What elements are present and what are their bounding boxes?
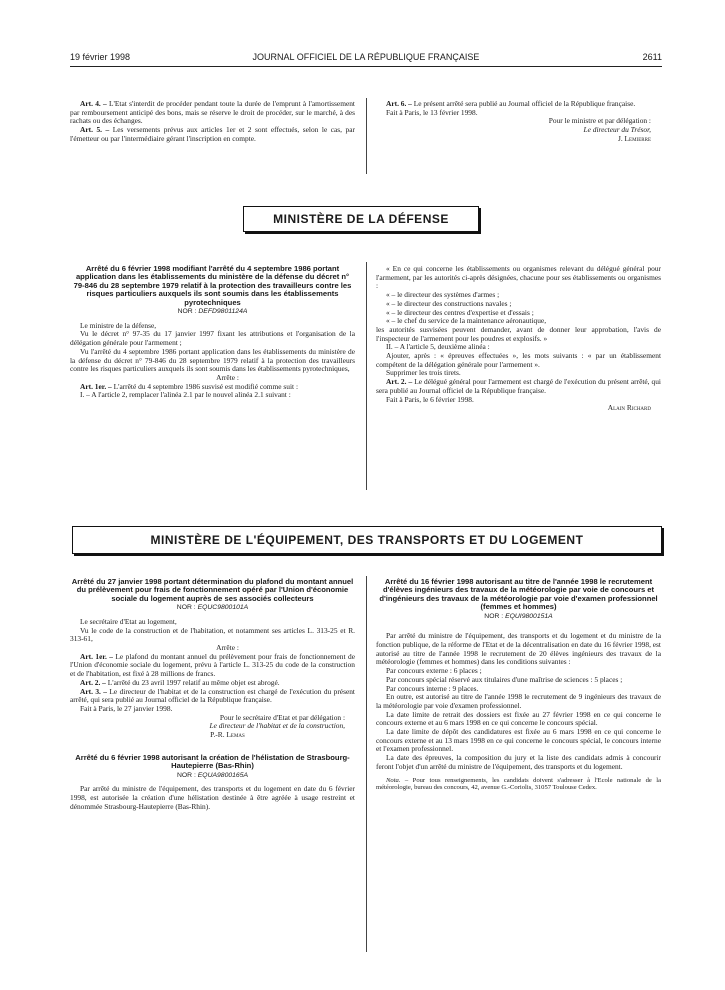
signature-date: Fait à Paris, le 27 janvier 1998. — [80, 703, 173, 713]
equipement-left-column — [70, 578, 355, 811]
list-item: « – le chef du service de la maintenance aéronautique, — [386, 316, 547, 326]
article-5: Art. 5. – Les versements prévus aux articles 1er et 2 sont effectués, selon le cas, par l'émetteur ou par l'intermédiaire gérant l'inscription en compte. — [70, 125, 355, 143]
article-2: Art. 2. – Le délégué général pour l'armement est chargé de l'exécution du présent arrêté, qui sera publié au Journal officiel de la République française. — [376, 377, 661, 395]
signature-date: Fait à Paris, le 13 février 1998. — [386, 107, 478, 117]
paragraph: Par concours interne : 9 places. — [386, 683, 479, 693]
signature-delegation: Pour le ministre et par délégation : — [548, 116, 651, 126]
paragraph: Le ministre de la défense, — [80, 320, 157, 330]
paragraph: les autorités susvisées peuvent demander, avant de donner leur approbation, l'avis de l'inspecteur de l'armement pour les poudres et explosifs. » — [376, 324, 661, 343]
list-item: « – le directeur des systèmes d'armes ; — [386, 290, 500, 300]
signature-name: J. Lemierre — [617, 133, 651, 143]
paragraph: Vu le code de la construction et de l'habitation, et notamment ses articles L. 313-25 et R. 313-61, — [70, 625, 355, 644]
header-rule — [70, 66, 662, 67]
signature-name: Alain Richard — [607, 403, 651, 413]
signature-name: P.-R. Lemas — [210, 730, 245, 740]
nor-reference: NOR : EQUI9800151A — [484, 612, 553, 620]
paragraph: Vu le décret n° 97-35 du 17 janvier 1997 fixant les attributions et l'organisation de la délégation générale pour l'armement ; — [70, 329, 355, 348]
arrete-heading: Arrête : — [216, 372, 239, 382]
signature-role: Le directeur de l'habitat et de la construction, — [209, 721, 345, 731]
column-divider — [366, 98, 367, 174]
nor-reference: NOR : EQUC9800101A — [176, 604, 249, 612]
paragraph: La date des épreuves, la composition du jury et la liste des candidats admis à concourir feront l'objet d'un arrêté du ministre de l'équipement, des transports et du logement. — [376, 753, 661, 771]
signature-date: Fait à Paris, le 6 février 1998. — [386, 394, 474, 404]
nota-note: Nota. – Pour tous renseignements, les candidats doivent s'adresser à l'Ecole nationale de la météorologie, bureau des concours, 42, avenue G.-Coriolis, 31057 Toulouse Cedex. — [376, 776, 662, 792]
paragraph: Par concours externe : 6 places ; — [386, 666, 482, 676]
signature-role: Le directeur du Trésor, — [583, 125, 651, 135]
paragraph: Ajouter, après : « épreuves effectuées », les mots suivants : « par un établissement compétent de la délégation générale pour l'armement ». — [376, 351, 661, 369]
header-date: 19 février 1998 — [70, 52, 131, 62]
list-item: « – le directeur des constructions navales ; — [386, 298, 512, 308]
nor-reference: NOR : EQUA9800165A — [176, 771, 249, 779]
list-item: « – le directeur des centres d'expertise et d'essais ; — [386, 307, 534, 317]
decree-title: Arrêté du 27 janvier 1998 portant détermination du plafond du montant annuel du prélèvement pour frais de fonctionnement opéré par l'Union d'économie sociale du logement auprès de ses associés collecteurs — [71, 577, 354, 603]
header-journal-title: JOURNAL OFFICIEL DE LA RÉPUBLIQUE FRANÇAISE — [252, 52, 480, 62]
paragraph: « En ce qui concerne les établissements ou organismes relevant du délégué général pour l'armement, par les autorités ci-après désignées, chacune pour ses établissements ou organismes : — [376, 264, 661, 291]
paragraph: Le secrétaire d'Etat au logement, — [80, 616, 177, 626]
paragraph: Par arrêté du ministre de l'équipement, des transports et du logement et du ministre de la fonction publique, de la réforme de l'Etat et de la décentralisation en date du 16 février 1998, est autorisé au titre de l'année 1998 le recrutement de 20 élèves ingénieurs des travaux de la météorologie (femmes et hommes) dans les conditions suivantes : — [376, 631, 661, 667]
defense-right-column — [376, 265, 661, 413]
article-4: Art. 4. – L'Etat s'interdit de procéder pendant toute la durée de l'emprunt à l'amortissement par remboursement anticipé des bons, mais se réserve le droit de procéder, sur le marché, à des rachats ou des échanges. — [70, 99, 355, 126]
ministry-heading-equipement: MINISTÈRE DE L'ÉQUIPEMENT, DES TRANSPORTS ET DU LOGEMENT — [72, 526, 662, 554]
ministry-heading-defense: MINISTÈRE DE LA DÉFENSE — [243, 206, 479, 232]
equipement-right-column — [376, 578, 661, 792]
paragraph: La date limite de retrait des dossiers est fixée au 27 février 1998 en ce qui concerne le concours externe et au 6 mars 1998 en ce qui concerne le concours spécial. — [376, 709, 661, 728]
article-1: Art. 1er. – L'arrêté du 4 septembre 1986 susvisé est modifié comme suit : — [80, 381, 299, 391]
paragraph: Vu l'arrêté du 4 septembre 1986 portant application dans les établissements du ministère de la défense du décret n° 79-846 du 28 septembre 1979 relatif à la protection des travailleurs contre les risques particuliers auxquels ils sont soumis dans les établissements pyrotechniques, — [70, 346, 355, 374]
article-1: Art. 1er. – Le plafond du montant annuel du prélèvement pour frais de fonctionnement de l'Union d'économie sociale du logement, prévu à l'article L. 313-25 du code de la construction et de l'habitation, est fixé à 28 millions de francs. — [70, 651, 355, 679]
decree-title: Arrêté du 16 février 1998 autorisant au titre de l'année 1998 le recrutement d'élèves ingénieurs des travaux de la météorologie par voie de concours et d'ingénieurs des travaux de la météorologie par voie d'examen professionnel (femmes et hommes) — [379, 577, 658, 612]
paragraph: Supprimer les trois tirets. — [386, 368, 461, 378]
nor-reference: NOR : DEFD9801124A — [177, 308, 248, 316]
column-divider — [366, 576, 367, 952]
article-3: Art. 3. – Le directeur de l'habitat et de la construction est chargé de l'exécution du présent arrêté, qui sera publié au Journal officiel de la République française. — [70, 686, 355, 705]
paragraph: En outre, est autorisé au titre de l'année 1998 le recrutement de 9 ingénieurs des travaux de la météorologie par voie d'examen professionnel. — [376, 692, 661, 710]
paragraph: Par concours spécial réservé aux titulaires d'une maîtrise de sciences : 5 places ; — [386, 674, 623, 684]
paragraph: II. – A l'article 5, deuxième alinéa : — [386, 342, 490, 352]
top-left-column — [70, 100, 355, 144]
defense-left-column — [70, 265, 355, 400]
decree-title: Arrêté du 6 février 1998 autorisant la création de l'hélistation de Strasbourg-Hautepierre (Bas-Rhin) — [75, 752, 350, 771]
article-6: Art. 6. – Le présent arrêté sera publié au Journal officiel de la République française. — [386, 99, 636, 108]
running-header — [70, 52, 662, 66]
signature-delegation: Pour le secrétaire d'Etat et par délégation : — [219, 712, 345, 722]
paragraph: La date limite de dépôt des candidatures est fixée au 6 mars 1998 en ce qui concerne le concours externe et au 13 mars 1998 en ce qui concerne le concours spécial, le concours interne et l'examen professionnel. — [376, 727, 661, 754]
decree-title: Arrêté du 6 février 1998 modifiant l'arrêté du 4 septembre 1986 portant application dans les établissements du ministère de la défense du décret n° 79-846 du 28 septembre 1979 relatif à la protection des travailleurs contre les risques particuliers auxquels ils sont soumis dans les établissements pyrotechniques — [73, 264, 352, 307]
article-2: Art. 2. – L'arrêté du 23 avril 1997 relatif au même objet est abrogé. — [80, 677, 280, 687]
paragraph: Par arrêté du ministre de l'équipement, des transports et du logement en date du 6 février 1998, est autorisée la création d'une hélistation destinée à être agréée à usage restreint et dénommée Strasbourg-Hautepierre (Bas-Rhin). — [70, 784, 355, 811]
top-right-column — [376, 100, 661, 144]
paragraph: I. – A l'article 2, remplacer l'alinéa 2.1 par le nouvel alinéa 2.1 suivant : — [80, 390, 291, 400]
header-page-number: 2611 — [642, 52, 662, 62]
arrete-heading: Arrête : — [216, 643, 239, 653]
column-divider — [366, 262, 367, 490]
